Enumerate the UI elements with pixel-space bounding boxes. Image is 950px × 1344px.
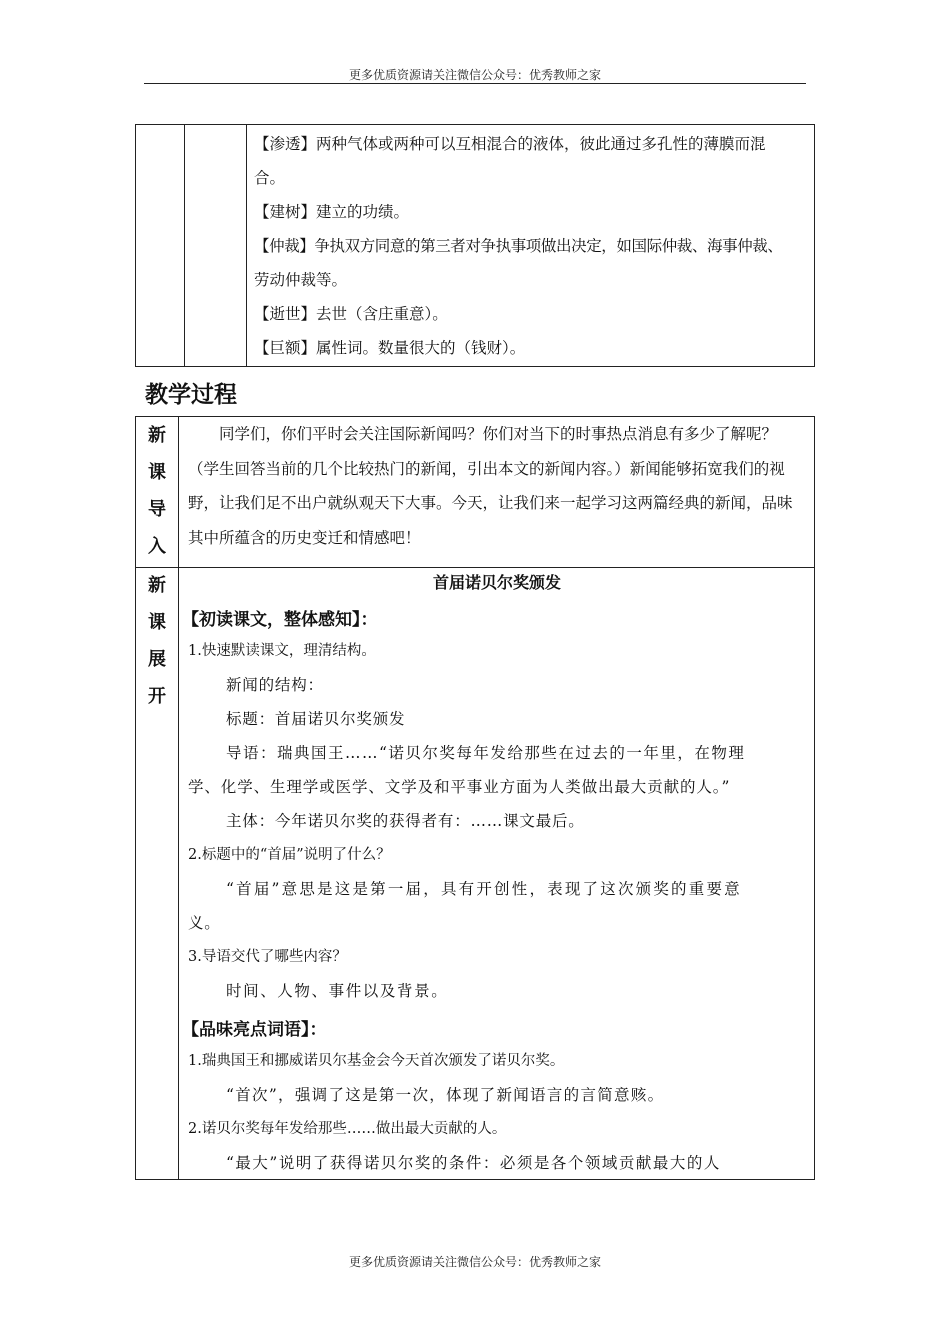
row-divider: [136, 567, 814, 568]
heading-key-words: 【品味亮点词语】：: [182, 1020, 327, 1040]
label-char: 新: [148, 425, 166, 446]
heading-initial-reading: 【初读课文，整体感知】：: [182, 610, 378, 630]
vocab-col-2: [184, 125, 247, 366]
label-char: 课: [148, 462, 166, 483]
header-rule: [144, 83, 806, 84]
label-char: 展: [148, 649, 166, 670]
question-3: 3.导语交代了哪些内容？: [188, 949, 347, 965]
article-title: 首届诺贝尔奖颁发: [432, 573, 561, 592]
vocab-line: 【仲裁】争执双方同意的第三者对争执事项做出决定，如国际仲裁、海事仲裁、: [254, 237, 783, 255]
label-char: 开: [148, 686, 166, 707]
vocab-line: 【逝世】去世（含庄重意）。: [254, 305, 448, 323]
vocab-line: 【建树】建立的功绩。: [254, 203, 410, 221]
structure-label: 新闻的结构：: [226, 676, 324, 694]
word-item-2: 2.诺贝尔奖每年发给那些……做出最大贡献的人。: [188, 1121, 507, 1137]
column-divider: [178, 417, 179, 1179]
label-char: 课: [148, 612, 166, 633]
vocab-line: 【渗透】两种气体或两种可以互相混合的液体，彼此通过多孔性的薄膜而混: [254, 135, 766, 153]
answer-2-line-2: 义。: [188, 914, 221, 932]
lead-line-1: 导语：瑞典国王……“诺贝尔奖每年发给那些在过去的一年里，在物理: [226, 744, 746, 762]
section-title: 教学过程: [145, 382, 237, 408]
vocab-col-1: [136, 125, 185, 366]
page-header: 更多优质资源请关注微信公众号：优秀教师之家: [348, 68, 601, 82]
word-analysis-2: “最大”说明了获得诺贝尔奖的条件：必须是各个领域贡献最大的人: [226, 1154, 721, 1172]
lead-line-2: 学、化学、生理学或医学、文学及和平事业方面为人类做出最大贡献的人。”: [188, 778, 731, 796]
question-2: 2.标题中的“首届”说明了什么？: [188, 847, 391, 863]
label-char: 入: [148, 536, 166, 557]
vocab-line: 合。: [254, 169, 286, 187]
vocab-line: 劳动仲裁等。: [254, 271, 348, 289]
body-line: 主体：今年诺贝尔奖的获得者有：……课文最后。: [226, 812, 585, 830]
label-char: 新: [148, 575, 166, 596]
expand-label: [136, 567, 178, 715]
page-footer: 更多优质资源请关注微信公众号：优秀教师之家: [348, 1255, 601, 1269]
word-analysis-1: “首次”，强调了这是第一次，体现了新闻语言的言简意赅。: [226, 1086, 665, 1104]
intro-label: [136, 417, 178, 565]
intro-text: 同学们，你们平时会关注国际新闻吗？你们对当下的时事热点消息有多少了解呢？（学生回答当前的几个比较热门的新闻，引出本文的新闻内容。）新闻能够拓宽我们的视野，让我们足不出户就纵观天下大事。今天，让我们来一起学习这两篇经典的新闻，品味其中所蕴含的历史变迁和情感吧！: [188, 425, 793, 547]
question-1: 1.快速默读课文，理清结构。: [188, 643, 376, 659]
headline-line: 标题：首届诺贝尔奖颁发: [226, 710, 406, 728]
answer-2-line-1: “首届”意思是这是第一届，具有开创性，表现了这次颁奖的重要意: [226, 880, 742, 898]
process-table: [135, 416, 815, 1180]
vocabulary-table: [135, 124, 815, 367]
answer-3: 时间、人物、事件以及背景。: [226, 982, 449, 1000]
vocab-line: 【巨额】属性词。数量很大的（钱财）。: [254, 339, 526, 357]
label-char: 导: [148, 499, 166, 520]
word-item-1: 1.瑞典国王和挪威诺贝尔基金会今天首次颁发了诺贝尔奖。: [188, 1053, 565, 1069]
vocab-definitions: [246, 125, 814, 365]
